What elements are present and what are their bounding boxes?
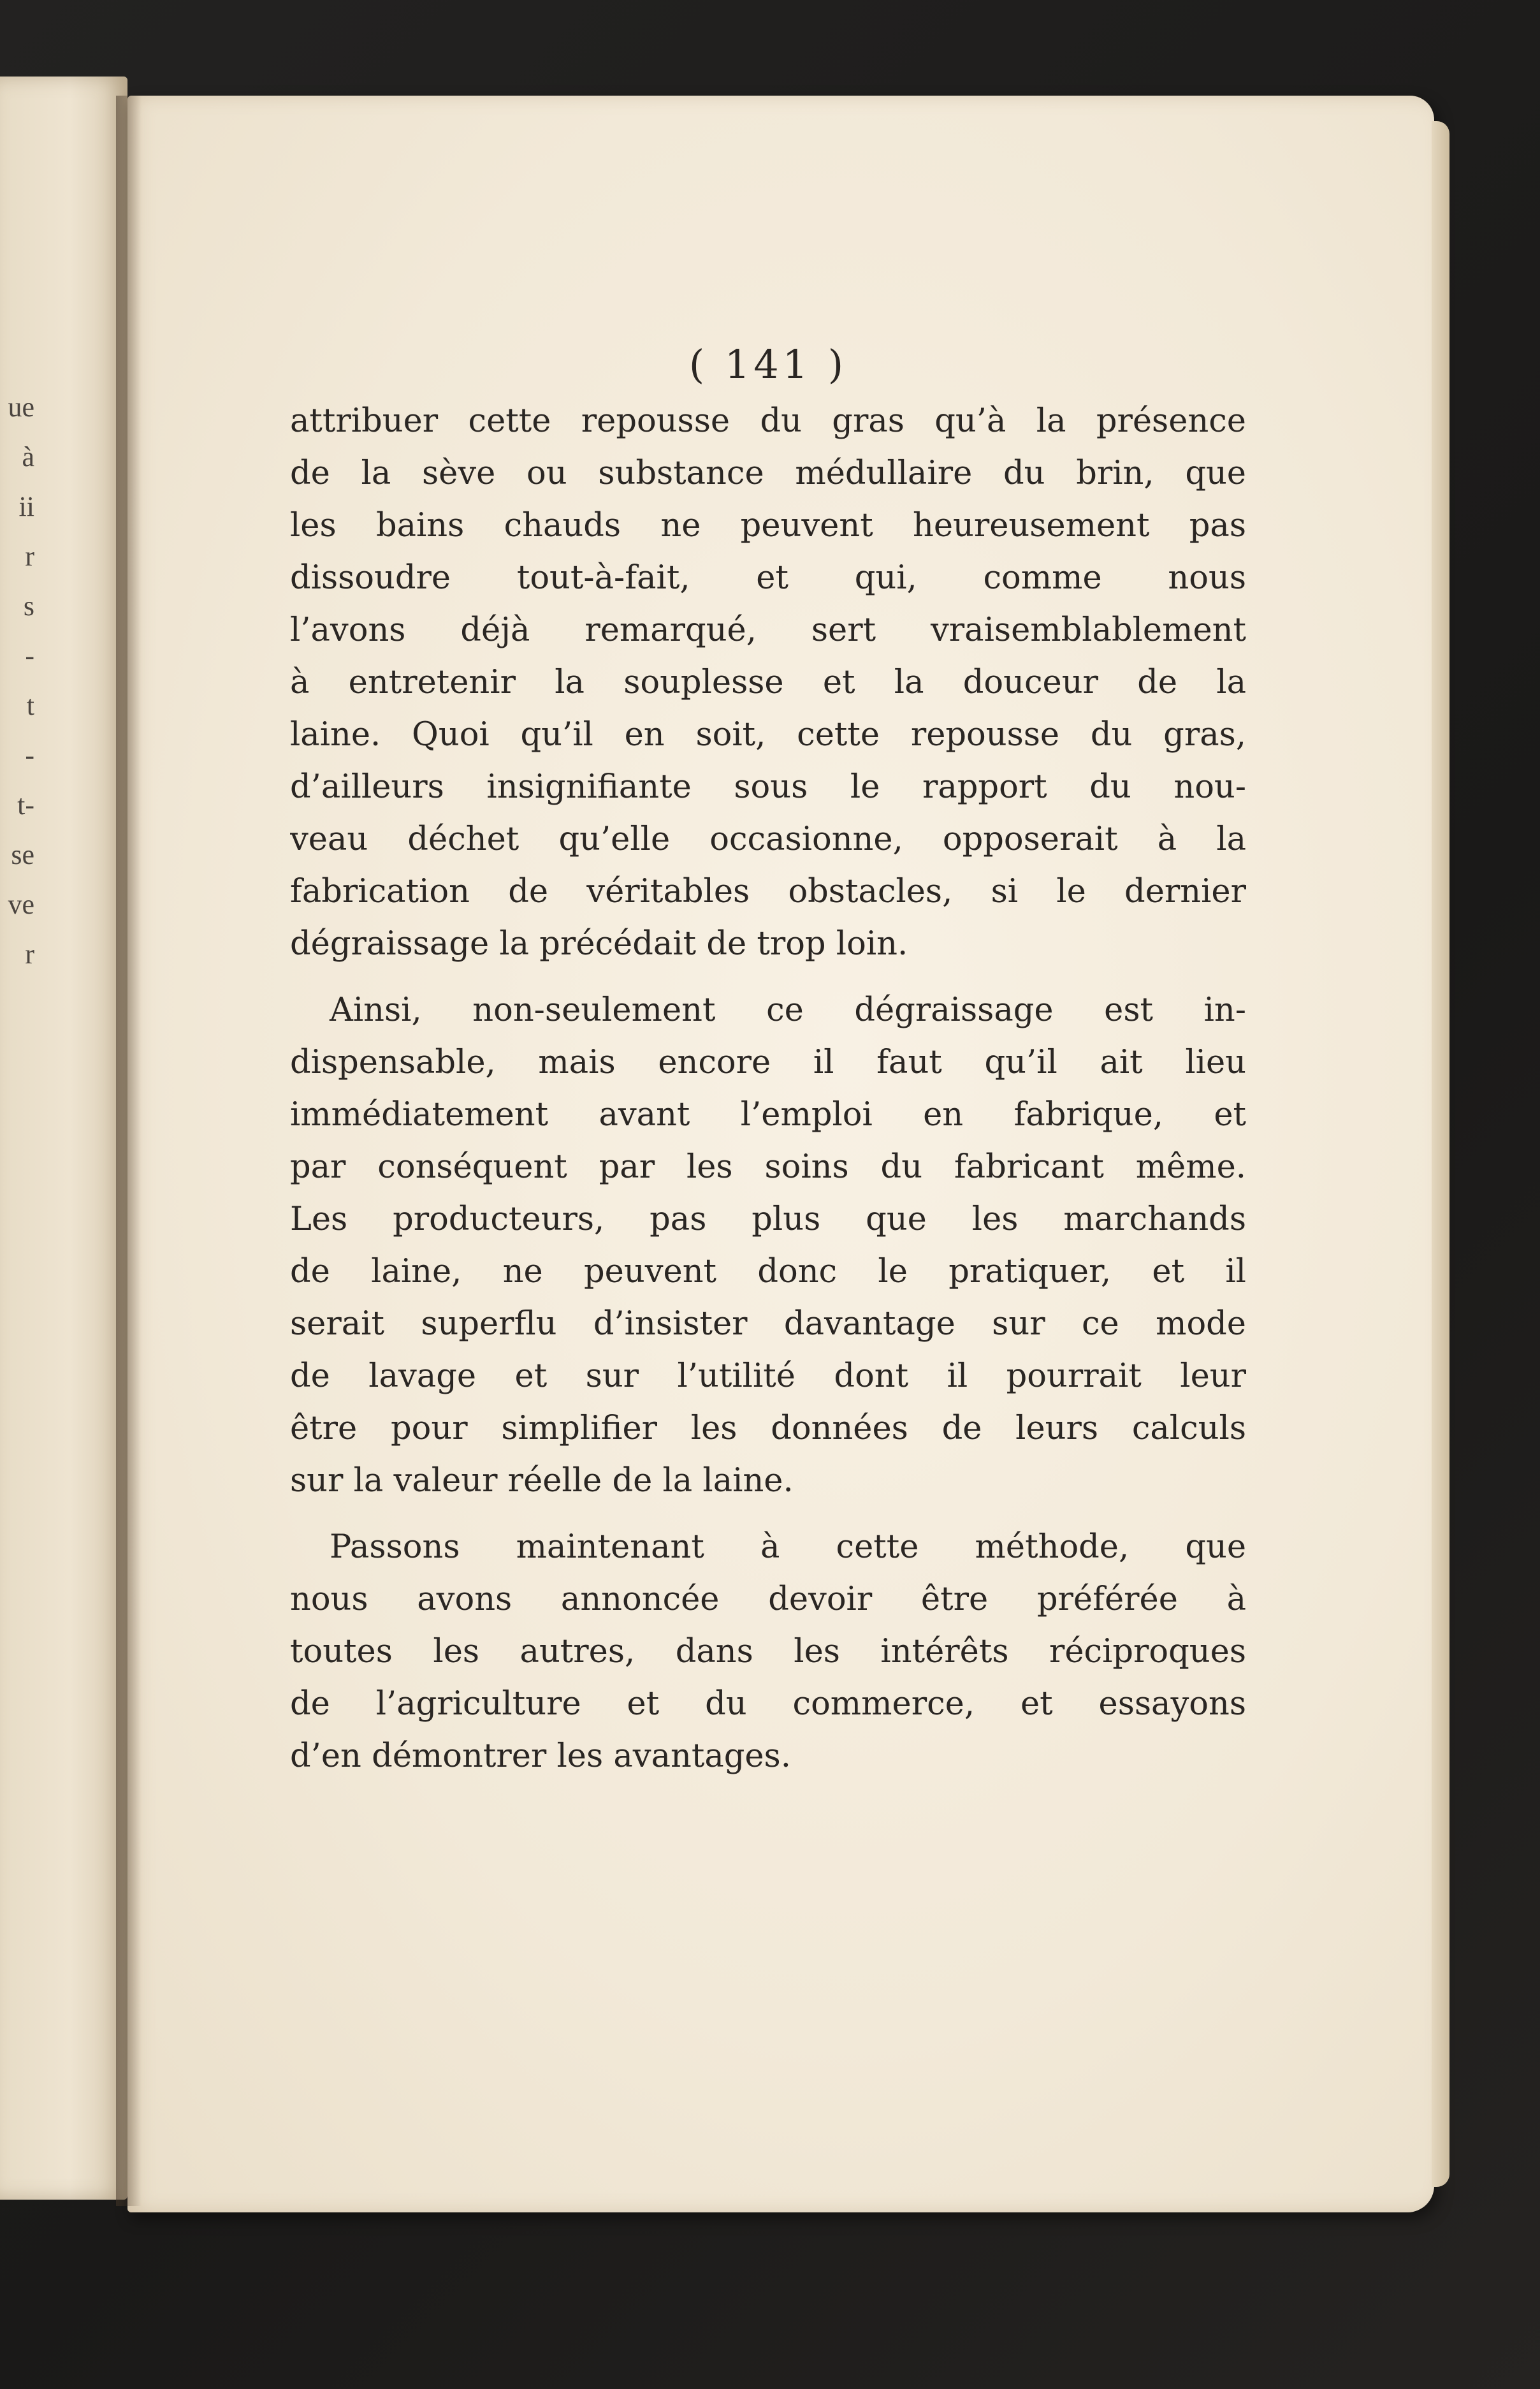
previous-page-edge — [0, 77, 127, 2200]
text-line: de la sève ou substance médullaire du brin, que — [290, 455, 1246, 492]
text-line: toutes les autres, dans les intérêts réciproques — [290, 1633, 1246, 1670]
paragraph-gap — [290, 970, 1246, 984]
text-line: de lavage et sur l’utilité dont il pourrait leur — [290, 1357, 1246, 1395]
text-line: Les producteurs, pas plus que les marchands — [290, 1201, 1246, 1238]
page-text — [290, 338, 1246, 1783]
previous-page-fragment: s — [23, 590, 34, 622]
previous-page-fragment: à — [22, 441, 34, 472]
page-number: ( 141 ) — [688, 341, 848, 388]
text-line: serait superflu d’insister davantage sur ce mode — [290, 1305, 1246, 1343]
text-line: être pour simplifier les données de leurs calculs — [290, 1410, 1246, 1447]
previous-page-fragment: ii — [18, 491, 34, 522]
text-line: Ainsi, non-seulement ce dégraissage est in- — [330, 991, 1246, 1029]
text-line: dispensable, mais encore il faut qu’il ait lieu — [290, 1044, 1246, 1081]
book-page — [127, 96, 1434, 2212]
previous-page-fragment: r — [25, 541, 34, 572]
paragraph — [290, 984, 1246, 1507]
text-line: d’ailleurs insignifiante sous le rapport du nou- — [290, 768, 1246, 806]
previous-page-fragment: se — [11, 839, 34, 870]
text-line: laine. Quoi qu’il en soit, cette repousse du gras, — [290, 716, 1246, 754]
text-line: attribuer cette repousse du gras qu’à la présence — [290, 402, 1246, 440]
text-line: d’en démontrer les avantages. — [290, 1737, 791, 1775]
text-line: à entretenir la souplesse et la douceur de la — [290, 664, 1246, 701]
text-line: de l’agriculture et du commerce, et essayons — [290, 1685, 1246, 1723]
text-line: dégraissage la précédait de trop loin. — [290, 925, 908, 963]
text-line: par conséquent par les soins du fabricant même. — [290, 1148, 1246, 1186]
paragraph — [290, 1521, 1246, 1783]
previous-page-fragment: - — [25, 740, 34, 771]
previous-page-fragment: t- — [17, 789, 34, 821]
previous-page-fragment: t — [26, 690, 34, 721]
text-line: fabrication de véritables obstacles, si le dernier — [290, 873, 1246, 910]
text-line: immédiatement avant l’emploi en fabrique, et — [290, 1096, 1246, 1134]
paragraph-gap — [290, 1507, 1246, 1521]
text-line: les bains chauds ne peuvent heureusement pas — [290, 507, 1246, 544]
text-line: nous avons annoncée devoir être préférée à — [290, 1581, 1246, 1618]
text-line: dissoudre tout-à-fait, et qui, comme nous — [290, 559, 1246, 597]
text-line: Passons maintenant à cette méthode, que — [330, 1528, 1246, 1566]
previous-page-fragment: r — [25, 939, 34, 970]
paragraph — [290, 395, 1246, 970]
previous-page-fragment: - — [25, 640, 34, 671]
text-line: l’avons déjà remarqué, sert vraisemblablement — [290, 611, 1246, 649]
text-line: sur la valeur réelle de la laine. — [290, 1462, 794, 1500]
text-line: veau déchet qu’elle occasionne, opposerait à la — [290, 821, 1246, 858]
book-gutter — [116, 96, 142, 2206]
text-line: de laine, ne peuvent donc le pratiquer, et il — [290, 1253, 1246, 1290]
paragraphs — [290, 395, 1246, 1783]
previous-page-fragment: ve — [8, 889, 34, 920]
previous-page-text-fragments — [0, 383, 38, 979]
previous-page-fragment: ue — [8, 391, 34, 423]
page-edge — [1432, 121, 1449, 2187]
